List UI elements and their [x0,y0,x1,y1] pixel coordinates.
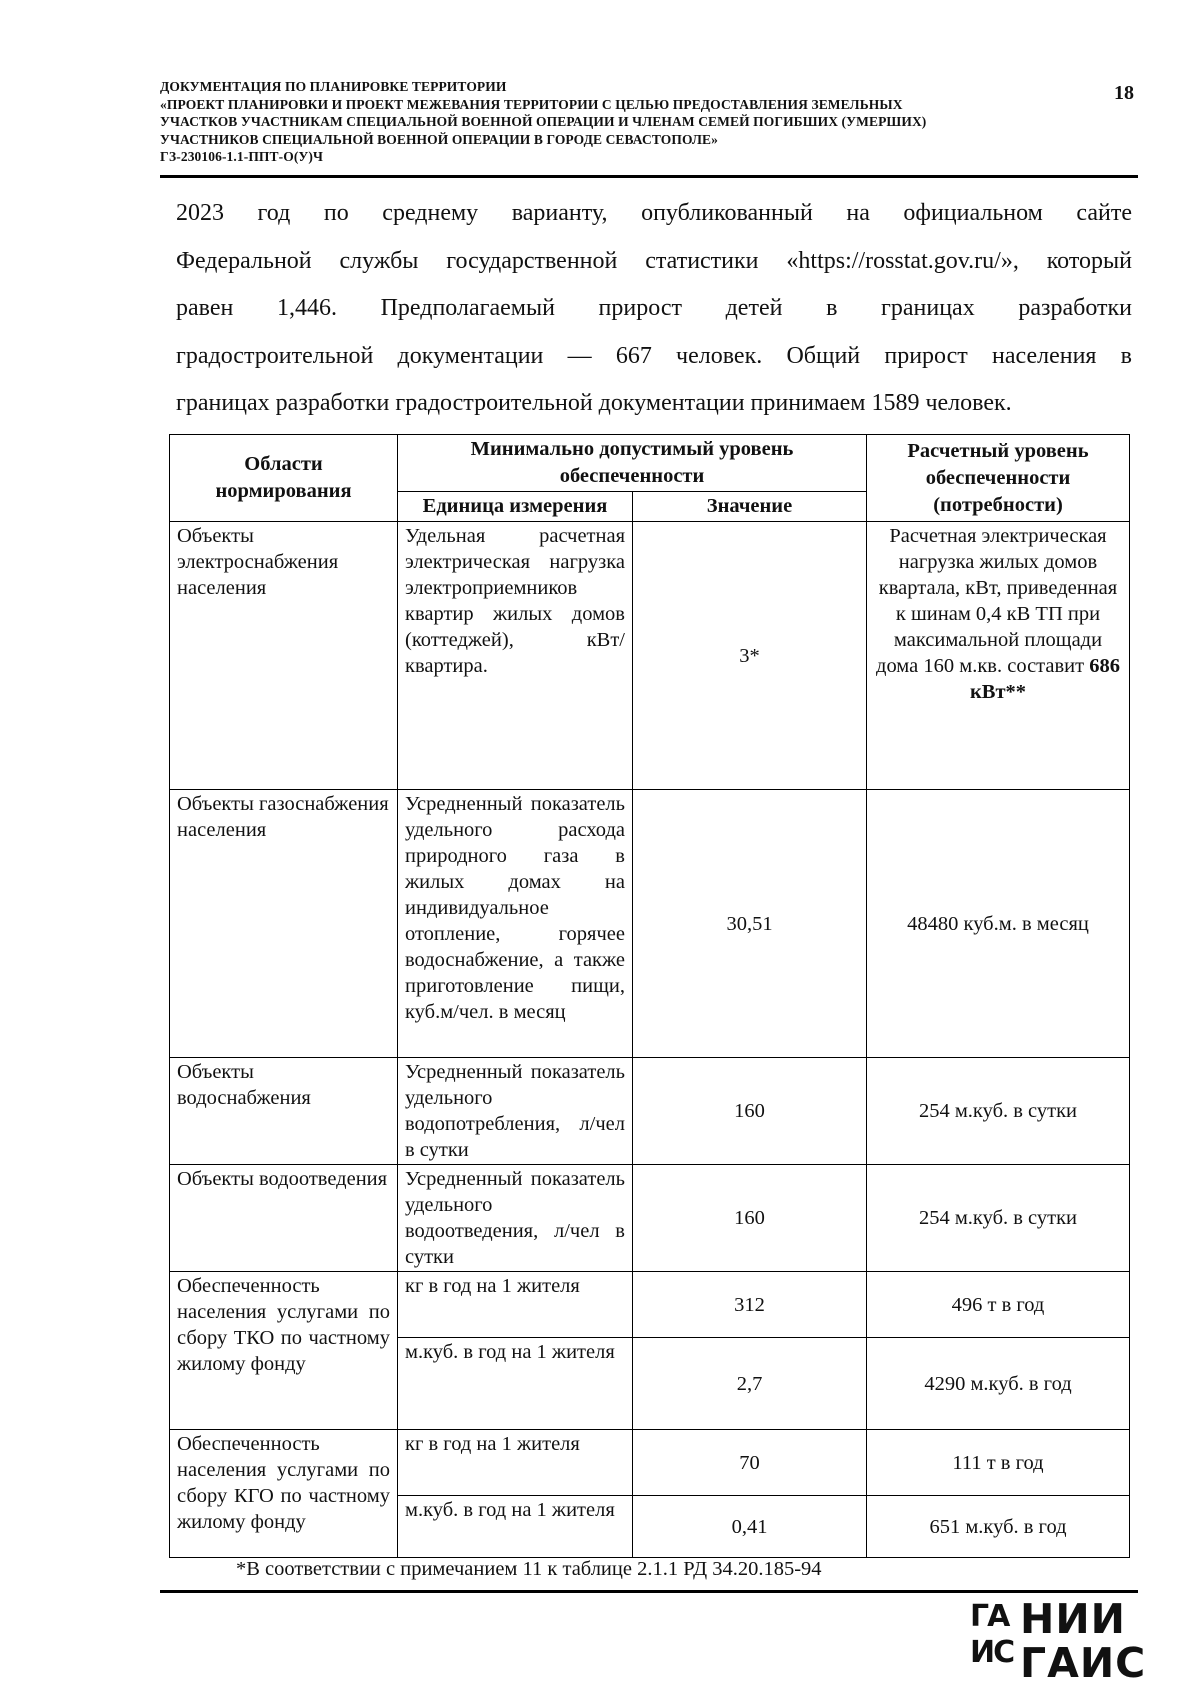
header-project-line-3: УЧАСТНИКОВ СПЕЦИАЛЬНОЙ ВОЕННОЙ ОПЕРАЦИИ В ГОРОДЕ СЕВАСТОПОЛЕ» [160,131,718,147]
table-footnote: *В соответствии с примечанием 11 к таблице 2.1.1 РД 34.20.185-94 [236,1558,822,1580]
row-area: Обеспеченность населения услугами по сбору ТКО по частному жилому фонду [170,1272,398,1430]
header-project-line-1: «ПРОЕКТ ПЛАНИРОВКИ И ПРОЕКТ МЕЖЕВАНИЯ ТЕРРИТОРИИ С ЦЕЛЬЮ ПРЕДОСТАВЛЕНИЯ ЗЕМЕЛЬНЫХ [160,96,903,112]
body-paragraph [176,190,1132,428]
footer-divider [160,1590,1138,1593]
row-value: 30,51 [633,790,867,1058]
row-area: Объекты электроснабжения населения [170,522,398,790]
row-area: Объекты водоснабжения [170,1058,398,1165]
header-unit: Единица измерения [398,492,633,522]
document-header [160,78,1120,166]
row-unit: кг в год на 1 жителя [398,1430,633,1496]
row-calc: 111 т в год [867,1430,1130,1496]
row-unit: м.куб. в год на 1 жителя [398,1496,633,1558]
header-area: Области нормирования [170,435,398,522]
row-unit: Удельная расчетная электрическая нагрузка электроприемников квартир жилых домов (коттеджей), кВт/квартира. [398,522,633,790]
paragraph-line: Федеральной службы государственной статистики «https://rosstat.gov.ru/», который [176,247,1132,274]
row-unit: Усредненный показатель удельного расхода природного газа в жилых домах на индивидуальное отопление, горячее водоснабжение, а также приготовление пищи, куб.м/чел. в месяц [398,790,633,1058]
header-divider [160,175,1138,178]
row-value: 2,7 [633,1338,867,1430]
row-calc: 254 м.куб. в сутки [867,1058,1130,1165]
table-row-kgo-mass [170,1430,1130,1496]
row-calc: 48480 куб.м. в месяц [867,790,1130,1058]
logo-mark-icon: ГА ИС [970,1599,1014,1670]
row-calc-bold: 686 кВт** [969,655,1120,703]
paragraph-line: равен 1,446. Предполагаемый прирост детей в границах разработки [176,295,1132,321]
paragraph-line: градостроительной документации — 667 человек. Общий прирост населения в [176,342,1132,369]
row-calc-text: Расчетная электрическая нагрузка жилых домов квартала, кВт, приведенная к шинам 0,4 кВ ТП при максимальной площади дома 160 м.кв. составит [876,525,1118,677]
header-value: Значение [633,492,867,522]
header-document-code: ГЗ-230106-1.1-ППТ-О(У)Ч [160,149,324,164]
table-row-tko-mass [170,1272,1130,1338]
row-area: Объекты газоснабжения населения [170,790,398,1058]
header-project-line-2: УЧАСТКОВ УЧАСТНИКАМ СПЕЦИАЛЬНОЙ ВОЕННОЙ ОПЕРАЦИИ И ЧЛЕНАМ СЕМЕЙ ПОГИБШИХ (УМЕРШИХ) [160,114,927,129]
row-value: 312 [633,1272,867,1338]
table-row-sewage [170,1165,1130,1272]
table-row-water [170,1058,1130,1165]
paragraph-line: границах разработки градостроительной документации принимаем 1589 человек. [176,390,1012,416]
row-calc: 4290 м.куб. в год [867,1338,1130,1430]
row-area: Обеспеченность населения услугами по сбору КГО по частному жилому фонду [170,1430,398,1558]
row-value: 70 [633,1430,867,1496]
row-area: Объекты водоотведения [170,1165,398,1272]
row-value: 0,41 [633,1496,867,1558]
row-calc: 254 м.куб. в сутки [867,1165,1130,1272]
norms-table [169,434,1130,1558]
row-unit: Усредненный показатель удельного водопотребления, л/чел в сутки [398,1058,633,1165]
row-unit: Усредненный показатель удельного водоотведения, л/чел в сутки [398,1165,633,1272]
header-min-level: Минимально допустимый уровень обеспеченности [398,435,867,492]
row-calc [867,522,1130,790]
row-calc: 496 т в год [867,1272,1130,1338]
row-value: 3* [633,522,867,790]
table-row-electricity [170,522,1130,790]
header-calc-level: Расчетный уровень обеспеченности (потребности) [867,435,1130,522]
row-unit: кг в год на 1 жителя [398,1272,633,1338]
page-number: 18 [1114,82,1134,104]
row-value: 160 [633,1058,867,1165]
table-header-row [170,435,1130,492]
row-unit: м.куб. в год на 1 жителя [398,1338,633,1430]
header-title: ДОКУМЕНТАЦИЯ ПО ПЛАНИРОВКЕ ТЕРРИТОРИИ [160,79,507,94]
niigais-logo [970,1597,1150,1689]
row-calc: 651 м.куб. в год [867,1496,1130,1558]
row-value: 160 [633,1165,867,1272]
paragraph-line: 2023 год по среднему варианту, опубликованный на официальном сайте [176,200,1132,226]
table-row-gas [170,790,1130,1058]
logo-wordmark: НИИ ГАИС [1020,1595,1147,1687]
